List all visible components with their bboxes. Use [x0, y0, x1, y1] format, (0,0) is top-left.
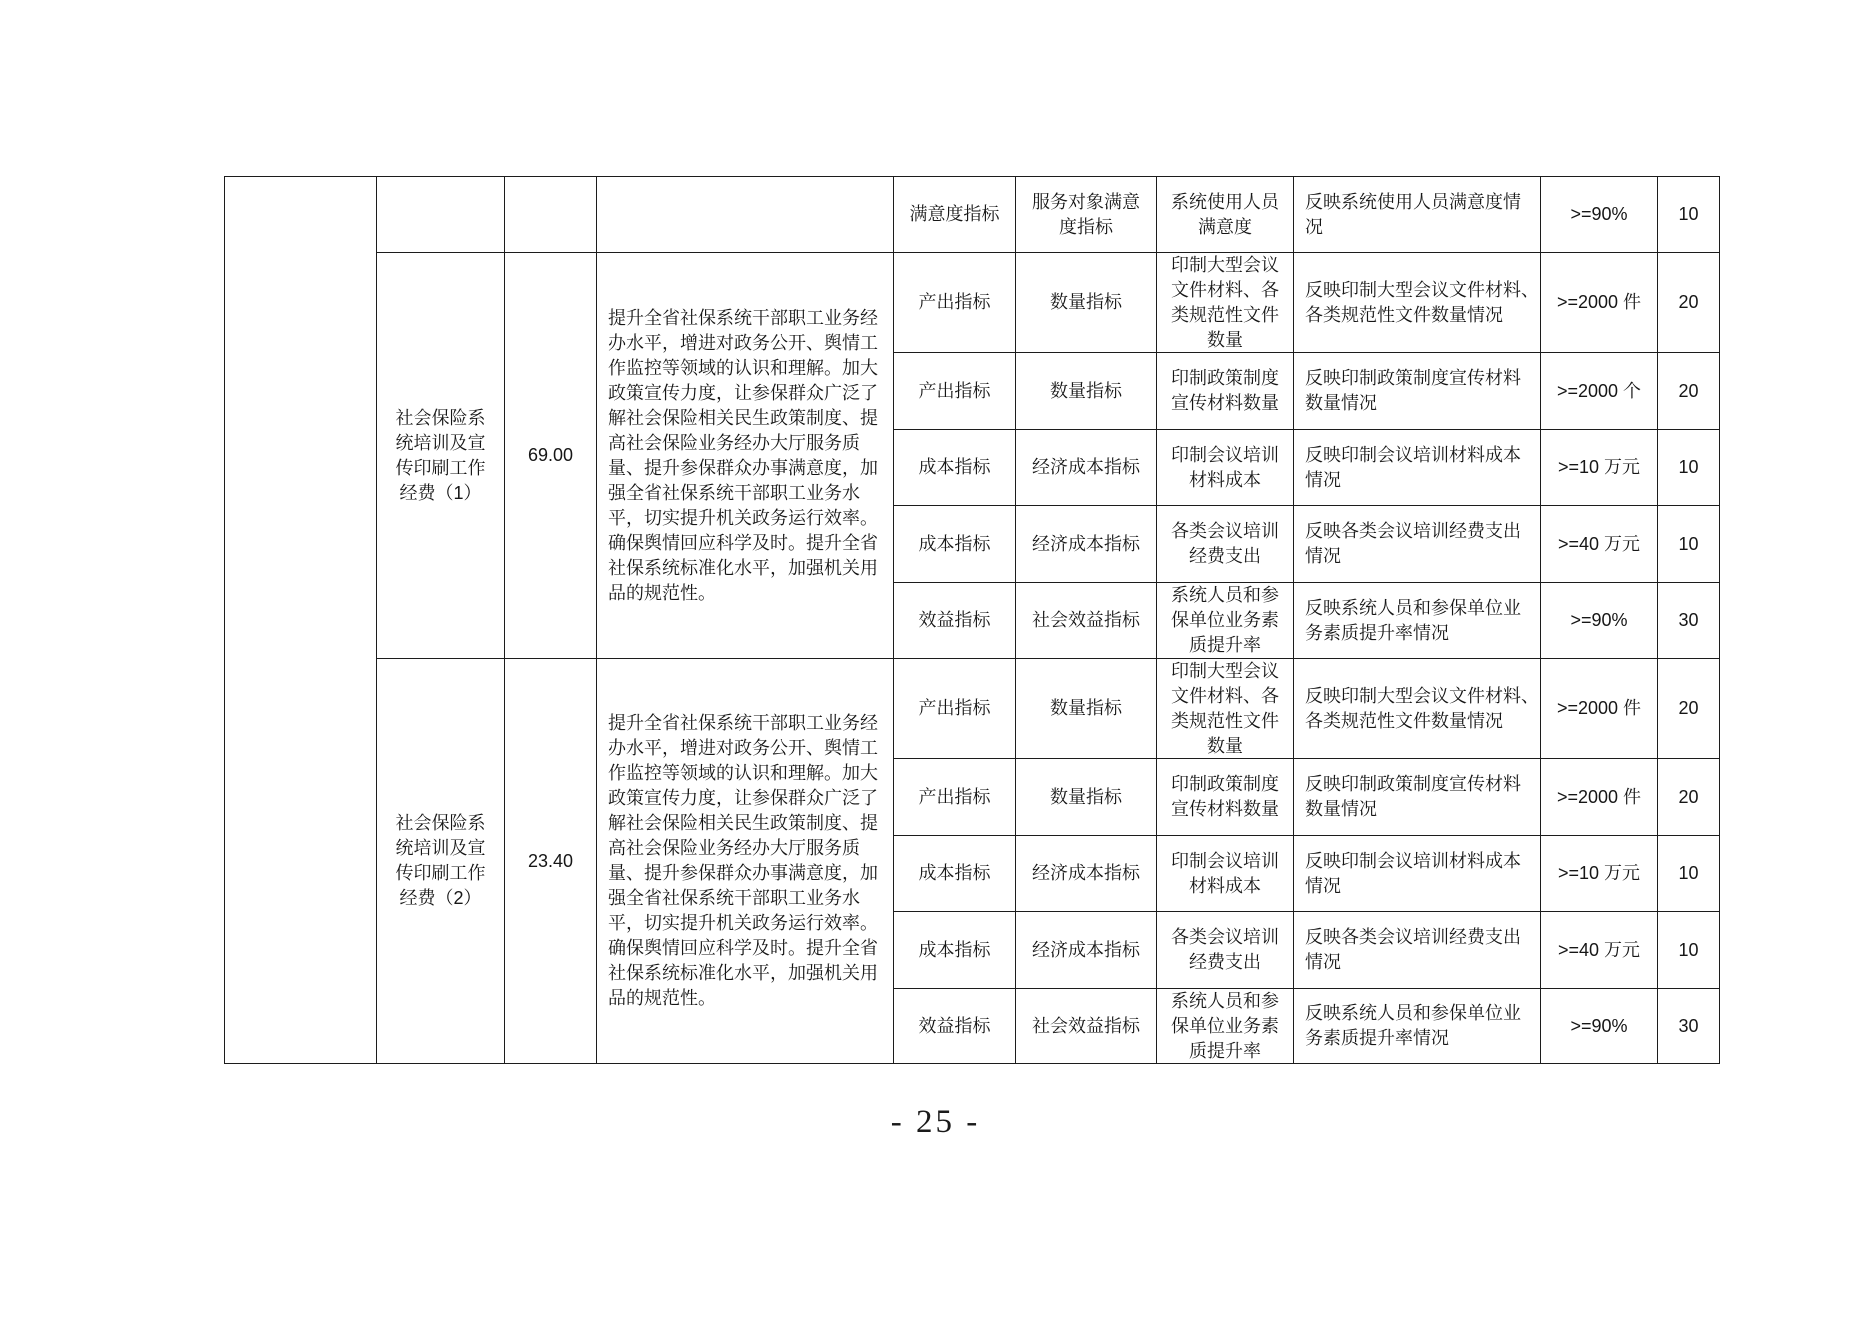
- level3-indicator: 印制会议培训 材料成本: [1157, 430, 1294, 506]
- level2-indicator: 数量指标: [1016, 659, 1157, 759]
- indicator-description: 反映印制会议培训材料成本 情况: [1294, 836, 1541, 912]
- indicator-score: 20: [1658, 759, 1720, 836]
- level3-indicator: 系统使用人员 满意度: [1157, 177, 1294, 253]
- indicator-target: >=10 万元: [1541, 836, 1658, 912]
- level3-indicator: 印制大型会议 文件材料、各 类规范性文件 数量: [1157, 253, 1294, 353]
- indicator-score: 20: [1658, 659, 1720, 759]
- indicator-description: 反映印制大型会议文件材料、 各类规范性文件数量情况: [1294, 253, 1541, 353]
- level3-indicator: 印制会议培训 材料成本: [1157, 836, 1294, 912]
- project-amount-cell-empty: [505, 177, 597, 253]
- indicator-score: 10: [1658, 912, 1720, 989]
- project-name-cell-empty: [377, 177, 505, 253]
- level1-indicator: 成本指标: [894, 836, 1016, 912]
- project-name: 社会保险系 统培训及宣 传印刷工作 经费（2）: [377, 659, 505, 1064]
- indicator-description: 反映印制政策制度宣传材料 数量情况: [1294, 759, 1541, 836]
- project-objective-cell-empty: [597, 177, 894, 253]
- indicator-target: >=2000 件: [1541, 759, 1658, 836]
- level1-indicator: 成本指标: [894, 430, 1016, 506]
- project-objective: 提升全省社保系统干部职工业务经 办水平，增进对政务公开、舆情工 作监控等领域的认识和理解。加大 政策宣传力度，让参保群众广泛了 解社会保险相关民生政策制度、提 高社会保险业务经办大厅服务质 量、提升参保群众办事满意度，加 强全省社保系统干部职工业务水 平，切实提升机关政务运行效率。 确保舆情回应科学及时。提升全省 社保系统标准化水平，加强机关用 品的规范性。: [597, 659, 894, 1064]
- level1-indicator: 产出指标: [894, 659, 1016, 759]
- indicator-target: >=90%: [1541, 989, 1658, 1064]
- level2-indicator: 社会效益指标: [1016, 989, 1157, 1064]
- page-number: - 25 -: [890, 1104, 981, 1140]
- indicator-target: >=10 万元: [1541, 430, 1658, 506]
- indicator-description: 反映系统人员和参保单位业 务素质提升率情况: [1294, 989, 1541, 1064]
- indicator-target: >=2000 个: [1541, 353, 1658, 430]
- level3-indicator: 印制大型会议 文件材料、各 类规范性文件 数量: [1157, 659, 1294, 759]
- level2-indicator: 数量指标: [1016, 759, 1157, 836]
- indicator-score: 30: [1658, 583, 1720, 659]
- level3-indicator: 印制政策制度 宣传材料数量: [1157, 353, 1294, 430]
- project-name: 社会保险系 统培训及宣 传印刷工作 经费（1）: [377, 253, 505, 659]
- indicator-score: 20: [1658, 253, 1720, 353]
- indicator-score: 10: [1658, 836, 1720, 912]
- indicator-score: 20: [1658, 353, 1720, 430]
- indicator-target: >=40 万元: [1541, 506, 1658, 583]
- project-amount: 23.40: [505, 659, 597, 1064]
- level1-indicator: 成本指标: [894, 506, 1016, 583]
- indicator-description: 反映印制会议培训材料成本 情况: [1294, 430, 1541, 506]
- level1-indicator: 效益指标: [894, 583, 1016, 659]
- level3-indicator: 系统人员和参 保单位业务素 质提升率: [1157, 989, 1294, 1064]
- level2-indicator: 数量指标: [1016, 253, 1157, 353]
- indicator-target: >=90%: [1541, 583, 1658, 659]
- indicator-score: 10: [1658, 177, 1720, 253]
- level1-indicator: 效益指标: [894, 989, 1016, 1064]
- indicator-target: >=40 万元: [1541, 912, 1658, 989]
- indicator-description: 反映系统使用人员满意度情 况: [1294, 177, 1541, 253]
- indicator-description: 反映各类会议培训经费支出 情况: [1294, 912, 1541, 989]
- performance-indicator-table: [224, 176, 1720, 1064]
- indicator-description: 反映系统人员和参保单位业 务素质提升率情况: [1294, 583, 1541, 659]
- indicator-description: 反映各类会议培训经费支出 情况: [1294, 506, 1541, 583]
- level2-indicator: 服务对象满意 度指标: [1016, 177, 1157, 253]
- indicator-score: 10: [1658, 506, 1720, 583]
- indicator-target: >=90%: [1541, 177, 1658, 253]
- level1-indicator: 产出指标: [894, 759, 1016, 836]
- level3-indicator: 印制政策制度 宣传材料数量: [1157, 759, 1294, 836]
- level2-indicator: 经济成本指标: [1016, 430, 1157, 506]
- level3-indicator: 各类会议培训 经费支出: [1157, 912, 1294, 989]
- indicator-score: 30: [1658, 989, 1720, 1064]
- level2-indicator: 经济成本指标: [1016, 912, 1157, 989]
- level3-indicator: 系统人员和参 保单位业务素 质提升率: [1157, 583, 1294, 659]
- level1-indicator: 满意度指标: [894, 177, 1016, 253]
- level1-indicator: 成本指标: [894, 912, 1016, 989]
- level2-indicator: 经济成本指标: [1016, 506, 1157, 583]
- project-objective: 提升全省社保系统干部职工业务经 办水平，增进对政务公开、舆情工 作监控等领域的认识和理解。加大 政策宣传力度，让参保群众广泛了 解社会保险相关民生政策制度、提 高社会保险业务经办大厅服务质 量、提升参保群众办事满意度，加 强全省社保系统干部职工业务水 平，切实提升机关政务运行效率。 确保舆情回应科学及时。提升全省 社保系统标准化水平，加强机关用 品的规范性。: [597, 253, 894, 659]
- level1-indicator: 产出指标: [894, 253, 1016, 353]
- indicator-description: 反映印制大型会议文件材料、 各类规范性文件数量情况: [1294, 659, 1541, 759]
- level2-indicator: 经济成本指标: [1016, 836, 1157, 912]
- level1-indicator: 产出指标: [894, 353, 1016, 430]
- indicator-target: >=2000 件: [1541, 659, 1658, 759]
- indicator-target: >=2000 件: [1541, 253, 1658, 353]
- level3-indicator: 各类会议培训 经费支出: [1157, 506, 1294, 583]
- level2-indicator: 数量指标: [1016, 353, 1157, 430]
- project-amount: 69.00: [505, 253, 597, 659]
- indicator-score: 10: [1658, 430, 1720, 506]
- indicator-description: 反映印制政策制度宣传材料 数量情况: [1294, 353, 1541, 430]
- category-cell: [225, 177, 377, 1064]
- level2-indicator: 社会效益指标: [1016, 583, 1157, 659]
